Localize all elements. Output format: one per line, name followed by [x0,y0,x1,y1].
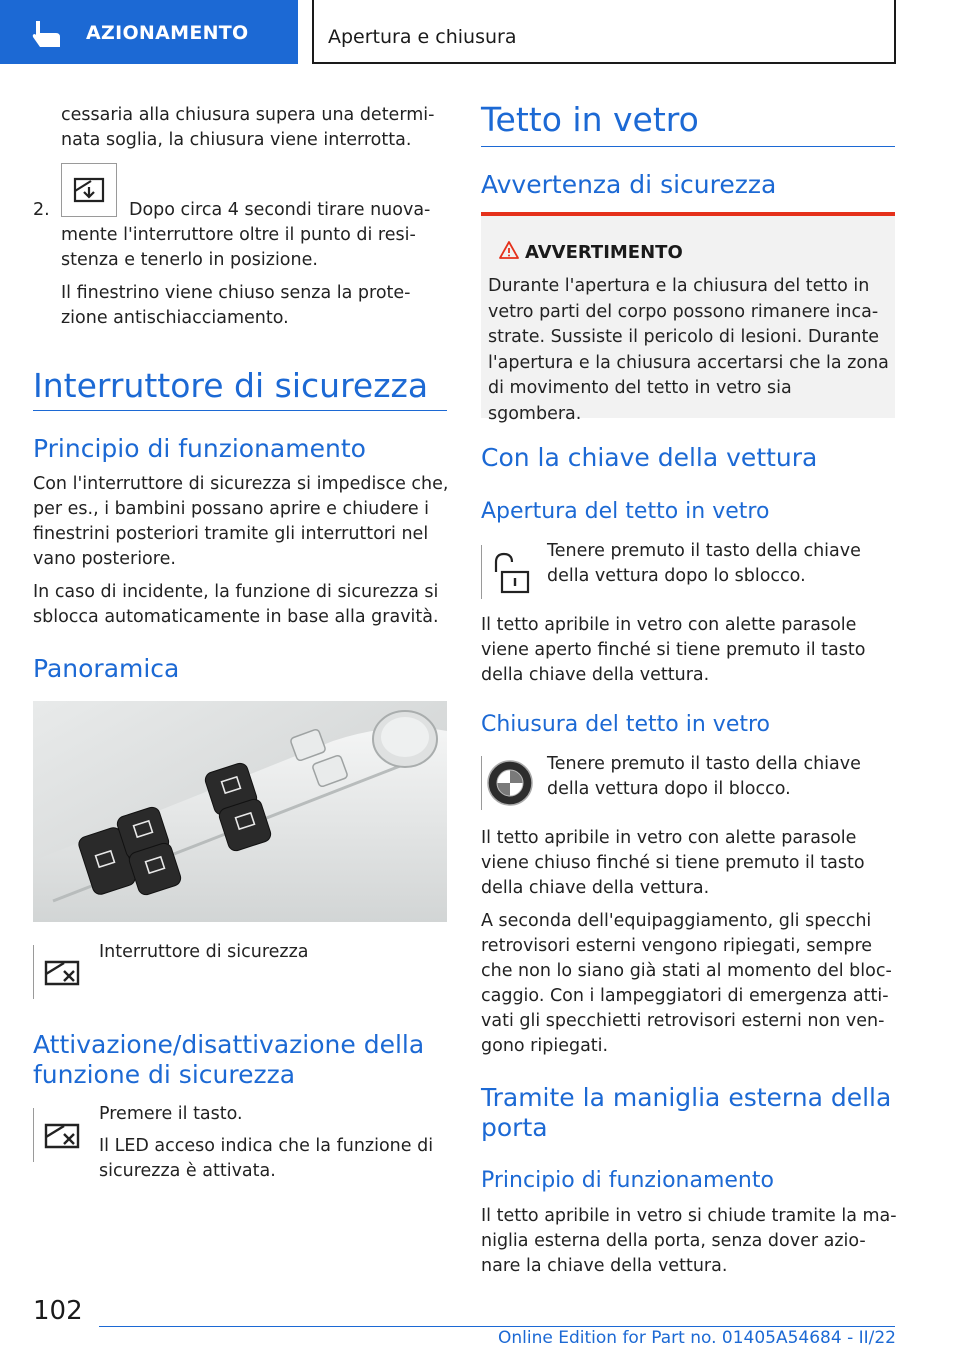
text-line: viene aperto finché si tiene premuto il tasto [481,640,866,660]
chapter-title: Apertura e chiusura [328,26,517,48]
text-line: della vettura dopo il blocco. [547,779,791,799]
heading-attivazione-1: Attivazione/disattivazione della [33,1030,425,1059]
chapter-header [312,0,896,64]
text-line: Con l'interruttore di sicurezza si impedisce che, [33,474,449,494]
text-line: nata soglia, la chiusura viene interrotta. [61,130,412,150]
text-line: zione antischiacciamento. [61,308,289,328]
text-line: di movimento del tetto in vetro sia sgombera. [488,378,792,424]
warning-text [488,274,890,427]
text-line: della vettura dopo lo sblocco. [547,566,806,586]
heading-interruttore: Interruttore di sicurezza [33,366,429,405]
text-line: Dopo circa 4 secondi tirare nuova- [129,200,431,220]
text-line: sicurezza è attivata. [99,1161,276,1181]
section-tab[interactable] [0,0,298,64]
footer-rule [99,1326,895,1327]
text-line: l'apertura e la chiusura accertarsi che la zona [488,352,889,373]
text-line: Durante l'apertura e la chiusura del tetto in [488,276,870,296]
hand-pointer-icon [30,19,64,49]
text-line: nare la chiave della vettura. [481,1256,728,1276]
text-line: Premere il tasto. [99,1104,243,1124]
text-line: gono ripiegati. [481,1036,609,1056]
text-line: viene chiuso finché si tiene premuto il tasto [481,853,865,873]
text-line: Il tetto apribile in vetro con alette parasole [481,828,857,848]
text-line: strate. Sussiste il pericolo di lesioni. Durante [488,327,880,347]
edition-link[interactable]: Online Edition for Part no. 01405A54684 - II/22 [497,1328,896,1348]
heading-chiusura: Chiusura del tetto in vetro [481,712,771,737]
text-line: niglia esterna della porta, senza dover azio- [481,1231,866,1251]
text-line: finestrini posteriori tramite gli interruttori nel [33,524,429,544]
safety-switch-icon [33,945,89,999]
text-line: Il LED acceso indica che la funzione di [99,1136,434,1156]
text-line: della chiave della vettura. [481,878,710,898]
text-line: Il tetto apribile in vetro si chiude tramite la ma- [481,1206,897,1226]
text-line: Il tetto apribile in vetro con alette parasole [481,615,857,635]
heading-tetto: Tetto in vetro [481,100,699,139]
warning-title: AVVERTIMENTO [525,242,683,263]
heading-maniglia-2: porta [481,1113,548,1142]
text-line: per es., i bambini possano aprire e chiudere i [33,499,430,519]
text-line: mente l'interruttore oltre il punto di resi- [61,225,416,245]
heading-chiave: Con la chiave della vettura [481,443,818,472]
warning-triangle-icon [499,240,519,260]
text-line: caggio. Con i lampeggiatori di emergenza atti- [481,986,889,1006]
heading-attivazione-2: funzione di sicurezza [33,1060,296,1089]
text-line: vano posteriore. [33,549,176,569]
text-line: cessaria alla chiusura supera una determi- [61,105,435,125]
text-line: Tenere premuto il tasto della chiave [547,754,861,774]
heading-rule [33,410,447,411]
heading-principio-2: Principio di funzionamento [481,1168,774,1193]
text-line: stenza e tenerlo in posizione. [61,250,318,270]
caption-interruttore: Interruttore di sicurezza [99,942,309,962]
unlock-icon [481,545,537,599]
page-number: 102 [33,1296,83,1326]
heading-apertura: Apertura del tetto in vetro [481,499,770,524]
text-line: vati gli specchietti retrovisori esterni non ven- [481,1011,885,1031]
text-line: Tenere premuto il tasto della chiave [547,541,861,561]
window-switch-pull-icon [61,163,117,217]
text-line: sblocca automaticamente in base alla gravità. [33,607,439,627]
text-line: In caso di incidente, la funzione di sicurezza si [33,582,439,602]
text-line: che non lo siano già stati al momento del bloc- [481,961,892,981]
text-line: retrovisori esterni vengono ripiegati, sempre [481,936,873,956]
heading-rule [481,146,895,147]
door-switch-photo [33,701,447,922]
text-line: Il finestrino viene chiuso senza la prote- [61,283,411,303]
section-label: AZIONAMENTO [86,22,249,44]
text-line: vetro parti del corpo possono rimanere inca- [488,301,879,322]
text-line: della chiave della vettura. [481,665,710,685]
heading-avvertenza: Avvertenza di sicurezza [481,170,777,199]
bmw-logo-lock-icon [481,756,537,810]
text-line: A seconda dell'equipaggiamento, gli specchi [481,911,872,931]
heading-maniglia-1: Tramite la maniglia esterna della [481,1083,892,1112]
heading-principio: Principio di funzionamento [33,434,366,463]
safety-switch-icon [33,1108,89,1162]
heading-panoramica: Panoramica [33,654,180,683]
step-number: 2. [33,200,50,220]
warning-box [481,216,895,424]
